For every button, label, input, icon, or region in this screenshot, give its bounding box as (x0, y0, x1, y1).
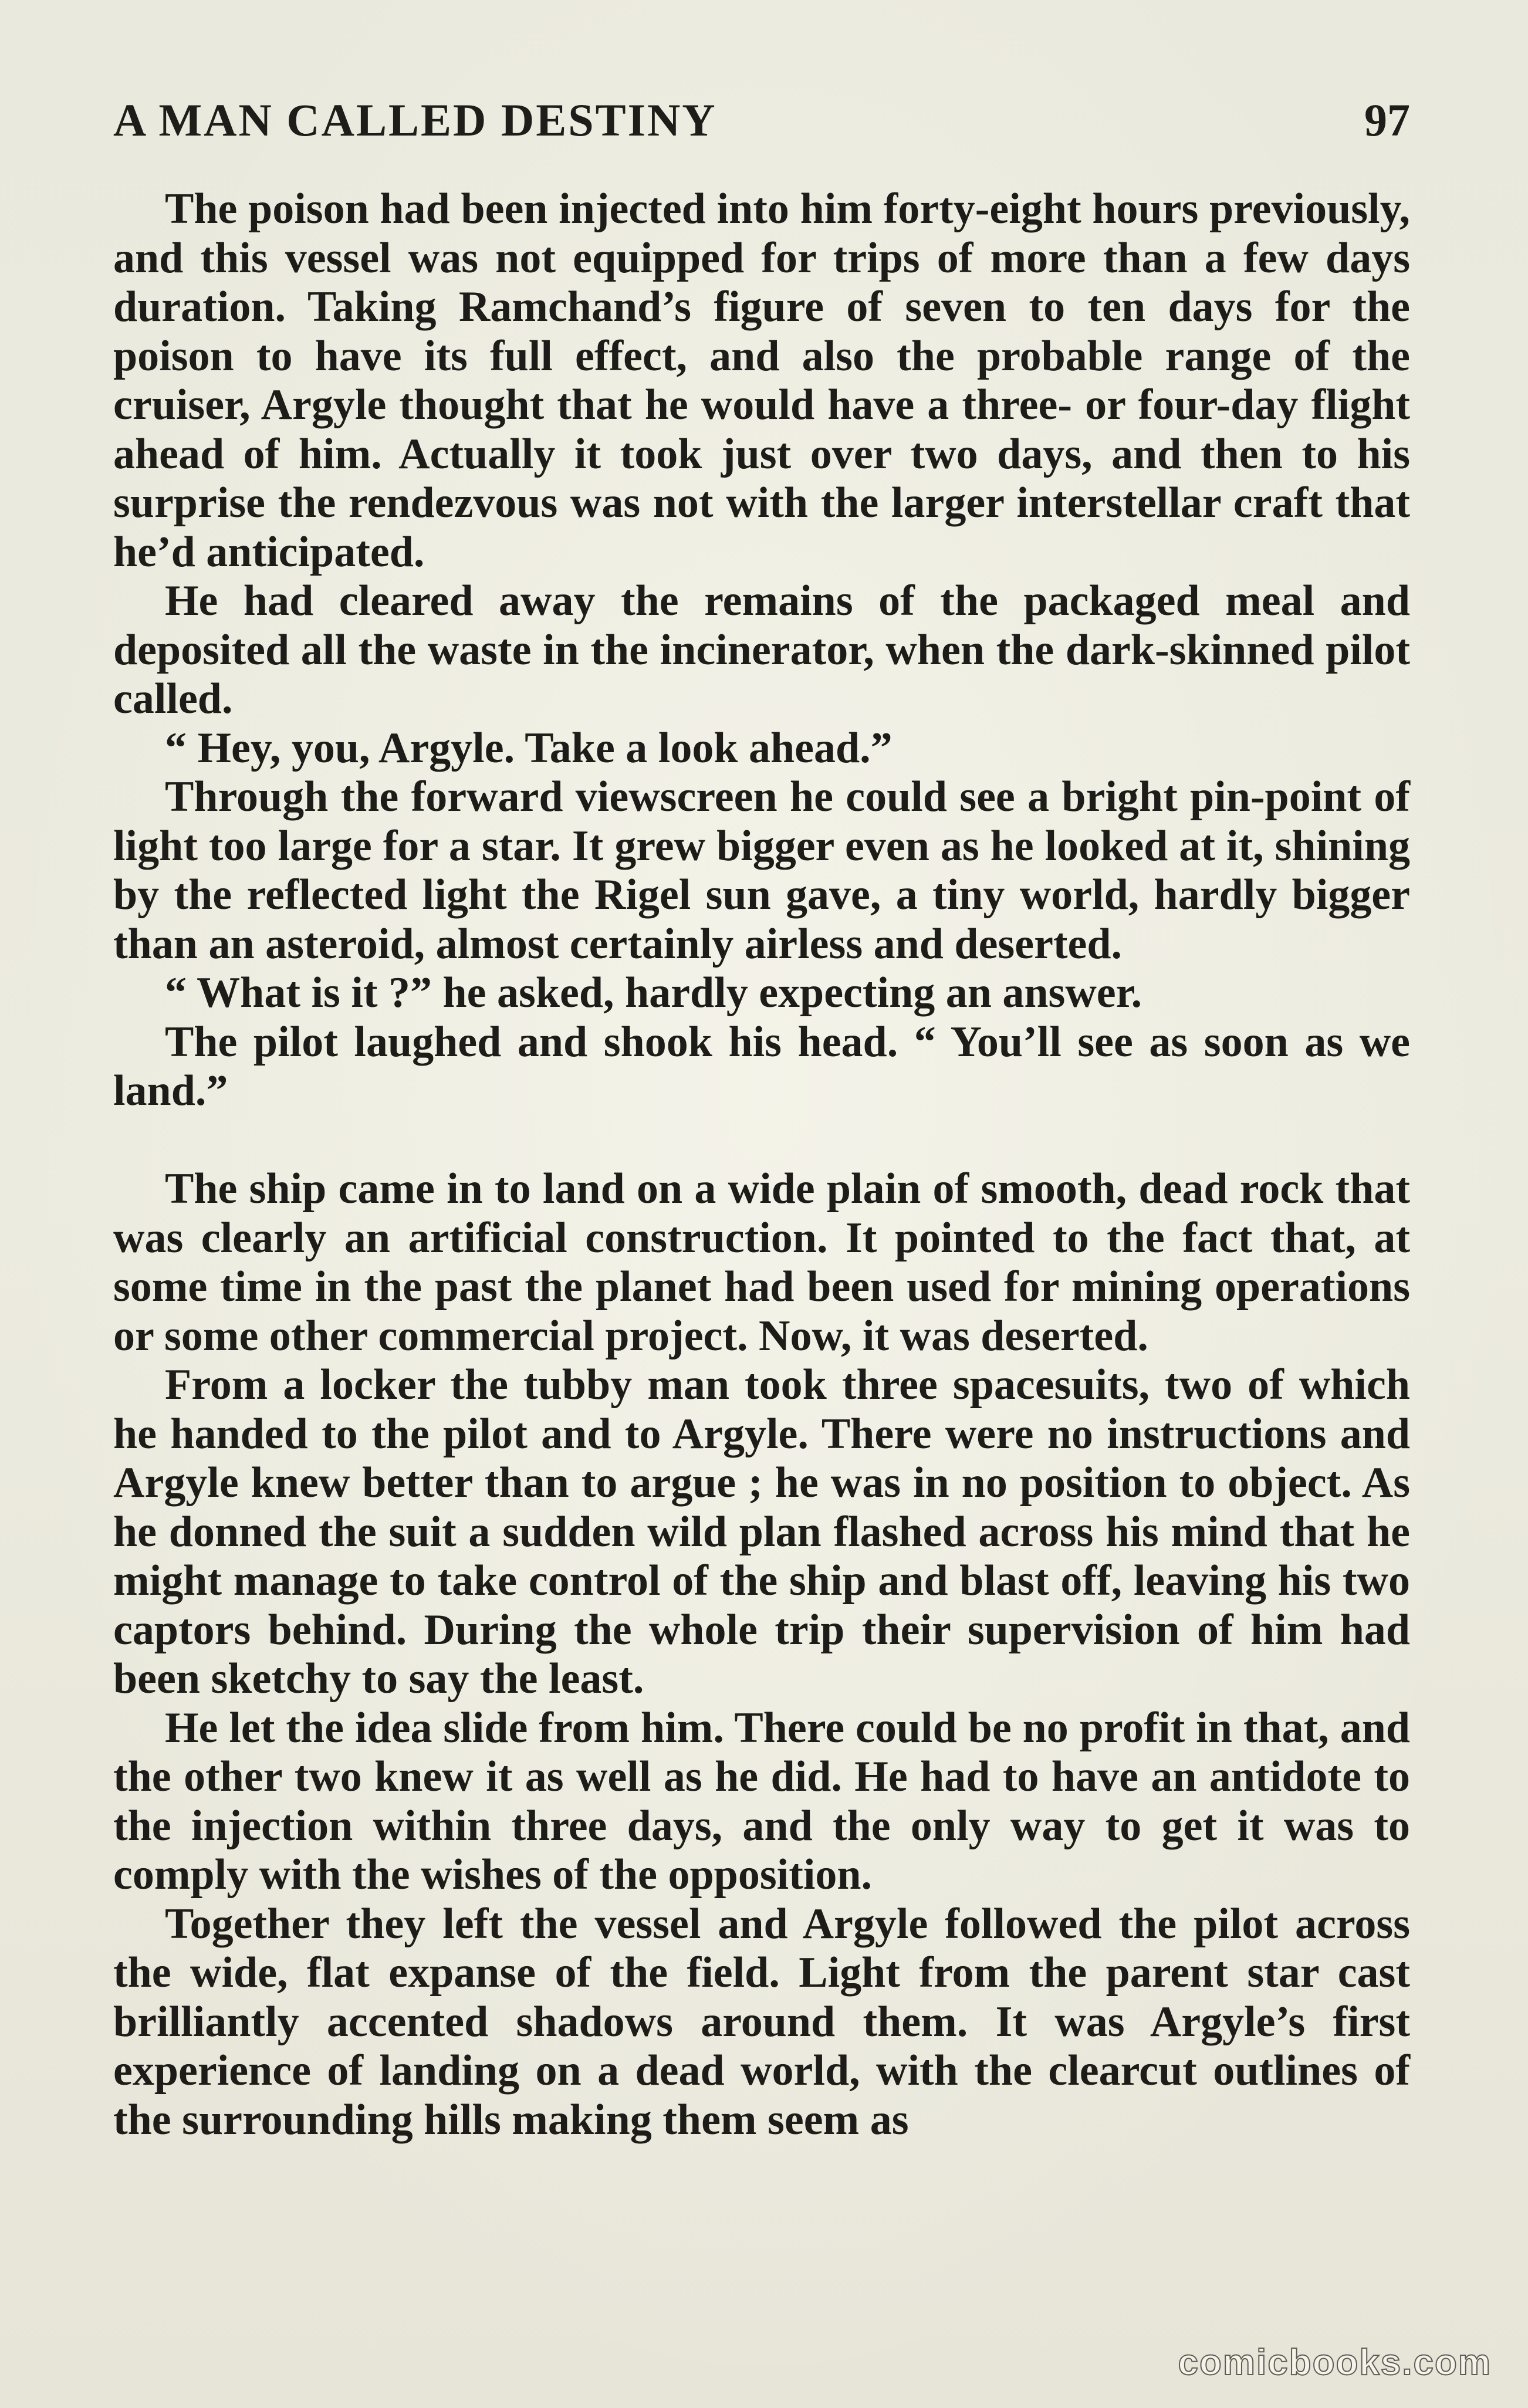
page-header (113, 91, 1410, 150)
dialogue-paragraph: The pilot laughed and shook his head. “ You’ll see as soon as we land.” (113, 1017, 1410, 1115)
paragraph: Together they left the vessel and Argyle followed the pilot across the wide, flat expanse of the field. Light from the parent star cast brilliantly accented shadows around them. It was Argyle’s first experience of landing on a dead world, with the clearcut outlines of the surrounding hills making them seem as (113, 1899, 1410, 2144)
section-break (113, 1116, 1410, 1165)
dialogue-paragraph: “ Hey, you, Argyle. Take a look ahead.” (165, 723, 893, 772)
watermark: comicbooks.com (1178, 2342, 1492, 2383)
paragraph: The poison had been injected into him forty-eight hours previously, and this vessel was not equipped for trips of more than a few days duration. Taking Ramchand’s figure of seven to ten days for the poison to have its full effect, and also the probable range of the cruiser, Argyle thought that he would have a three- or four-day flight ahead of him. Actually it took just over two days, and then to his surprise the rendezvous was not with the larger interstellar craft that he’d anticipated. (113, 185, 1410, 576)
paragraph: Through the forward viewscreen he could see a bright pin-point of light too large for a star. It grew bigger even as he looked at it, shining by the reflected light the Rigel sun gave, a tiny world, hardly bigger than an asteroid, almost certainly airless and deserted. (113, 773, 1410, 968)
running-title: A MAN CALLED DESTINY (113, 94, 717, 146)
paragraph: The ship came in to land on a wide plain of smooth, dead rock that was clearly an artificial construction. It pointed to the fact that, at some time in the past the planet had been used for mining operations or some other commercial project. Now, it was deserted. (113, 1165, 1410, 1360)
page-number: 97 (1364, 94, 1410, 146)
paragraph: He had cleared away the remains of the packaged meal and deposited all the waste in the incinerator, when the dark-skinned pilot called. (113, 577, 1410, 723)
body-text (113, 185, 1410, 2145)
dialogue-paragraph: “ What is it ?” he asked, hardly expecting an answer. (165, 969, 1142, 1017)
paragraph: He let the idea slide from him. There could be no profit in that, and the other two knew it as well as he did. He had to have an antidote to the injection within three days, and the only way to get it was to comply with the wishes of the opposition. (113, 1703, 1410, 1899)
paragraph: From a locker the tubby man took three spacesuits, two of which he handed to the pilot and to Argyle. There were no instructions and Argyle knew better than to argue ; he was in no position to object. As he donned the suit a sudden wild plan flashed across his mind that he might manage to take control of the ship and blast off, leaving his two captors behind. During the whole trip their supervision of him had been sketchy to say the least. (113, 1361, 1410, 1703)
